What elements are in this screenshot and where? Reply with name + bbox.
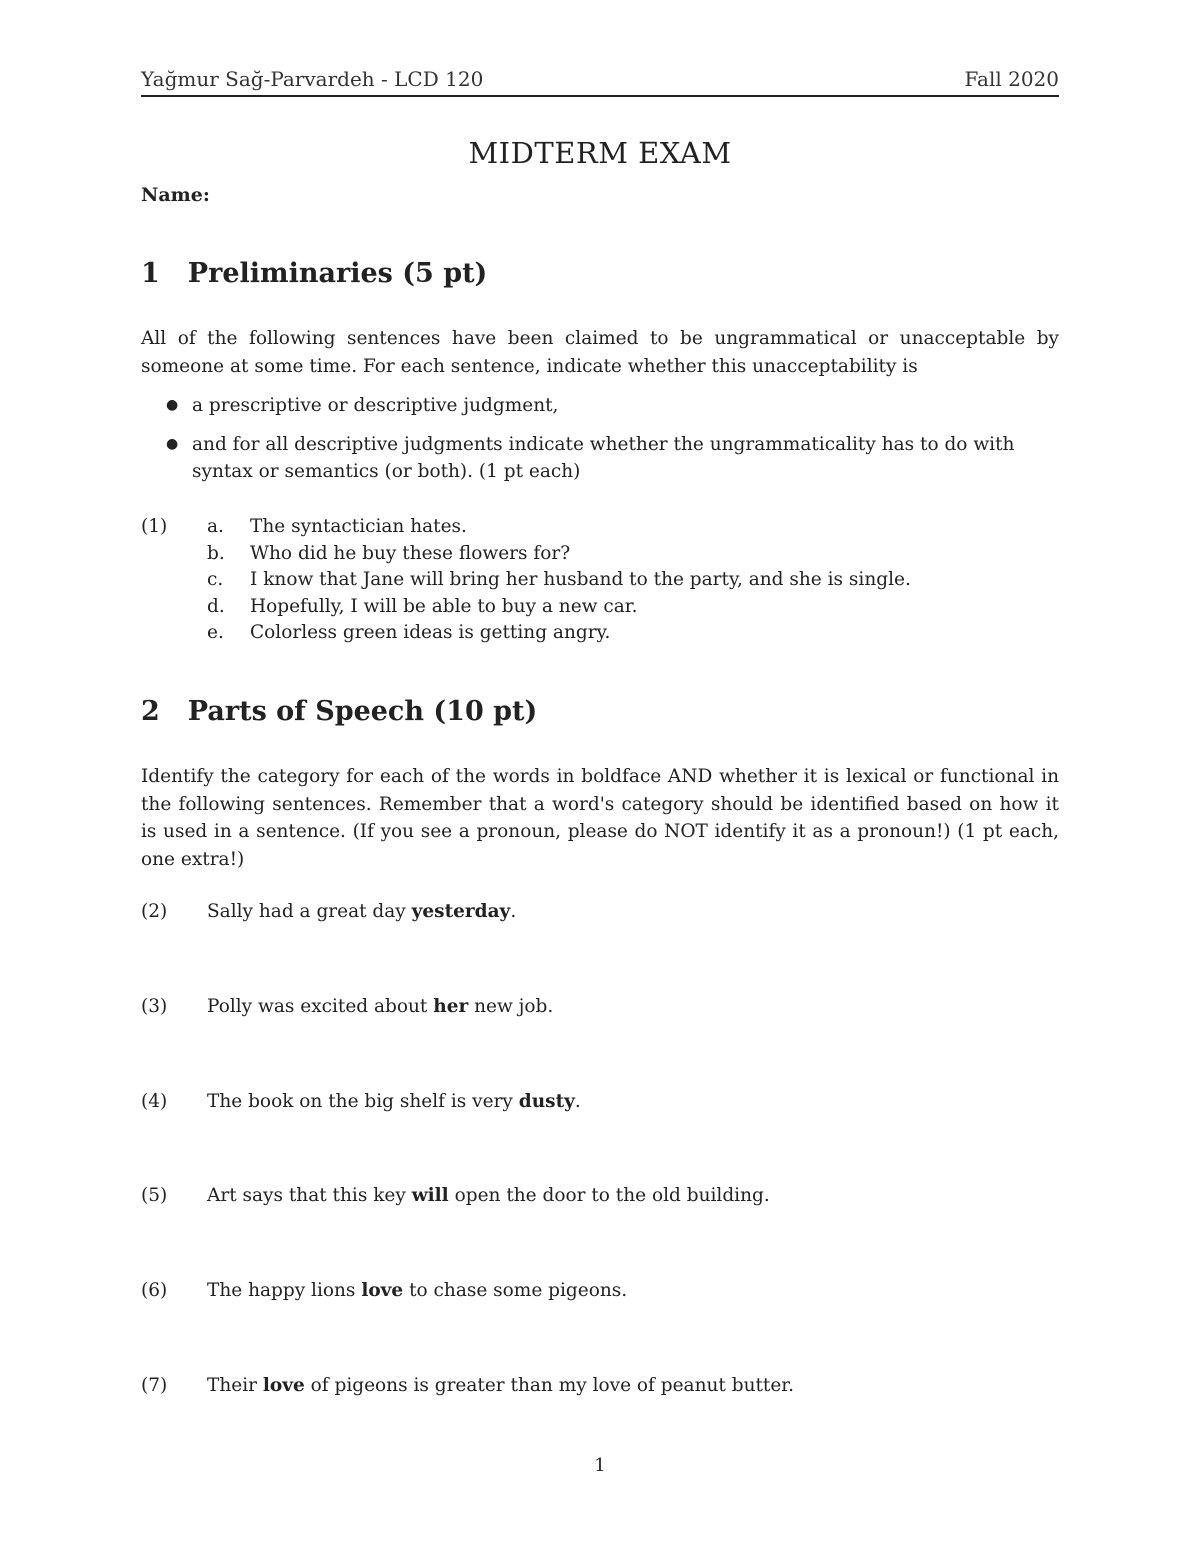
example-1-list (141, 514, 911, 647)
example-letter: b. (207, 542, 225, 564)
question-sentence: Sally had a great day yesterday. (207, 901, 517, 922)
page-number: 1 (594, 1455, 606, 1476)
header-course-author: Yağmur Sağ-Parvardeh - LCD 120 (141, 67, 484, 91)
example-row (141, 567, 911, 594)
question-sentence: Their love of pigeons is greater than my love of peanut butter. (207, 1375, 794, 1396)
section-1-title: Preliminaries (5 pt) (187, 258, 488, 289)
pos-question-6 (141, 1277, 627, 1304)
target-word: love (361, 1280, 404, 1301)
question-number: (2) (141, 901, 168, 922)
section-1-intro: All of the following sentences have been claimed to be ungrammatical or unacceptable by someone at some time. For each sentence, indicate whether this unacceptability is (141, 328, 1059, 377)
section-2-number: 2 (141, 696, 160, 727)
name-label: Name: (141, 184, 210, 206)
pos-question-4 (141, 1088, 581, 1115)
example-row (141, 514, 911, 541)
target-word: will (411, 1185, 449, 1206)
bullet-icon: ● (166, 397, 179, 413)
question-number: (4) (141, 1091, 168, 1112)
bullet-item (166, 431, 1059, 485)
page-title: MIDTERM EXAM (468, 136, 732, 170)
running-header (141, 67, 1059, 91)
pos-question-3 (141, 993, 553, 1020)
section-1-bullet-list (166, 392, 1059, 497)
question-sentence: Art says that this key will open the door to the old building. (207, 1185, 770, 1206)
example-letter: c. (207, 569, 224, 591)
section-1-number: 1 (141, 258, 160, 289)
section-2-heading (141, 696, 537, 727)
question-number: (3) (141, 996, 168, 1017)
example-letter: a. (207, 516, 224, 537)
example-letter: d. (207, 595, 225, 617)
pos-question-2 (141, 898, 516, 925)
question-sentence: The happy lions love to chase some pigeons. (207, 1280, 628, 1301)
example-row (141, 620, 911, 647)
example-number: (1) (141, 516, 168, 537)
header-term: Fall 2020 (964, 67, 1059, 91)
target-word: dusty (518, 1091, 575, 1112)
target-word: yesterday (411, 901, 511, 922)
question-number: (6) (141, 1280, 168, 1301)
question-sentence: The book on the big shelf is very dusty. (207, 1091, 581, 1112)
question-number: (5) (141, 1185, 168, 1206)
bullet-item (166, 392, 1059, 419)
example-sentence: The syntactician hates. (250, 516, 467, 537)
bullet-icon: ● (166, 436, 179, 452)
section-2-title: Parts of Speech (10 pt) (187, 696, 538, 727)
section-2-intro: Identify the category for each of the words in boldface AND whether it is lexical or functional in the following sentences. Remember that a word's category should be identified based on how it is used in a sentence. (If you see a pronoun, please do NOT identify it as a pronoun!) (1 pt each, one extra!) (141, 766, 1059, 870)
pos-question-5 (141, 1182, 770, 1209)
example-sentence: I know that Jane will bring her husband to the party, and she is single. (250, 569, 911, 591)
bullet-text: and for all descriptive judgments indicate whether the ungrammaticality has to do with syntax or semantics (or both). (1 pt each) (192, 434, 1015, 482)
section-1-heading (141, 258, 487, 289)
example-row (141, 594, 911, 621)
example-sentence: Hopefully, I will be able to buy a new car. (250, 595, 638, 617)
example-sentence: Colorless green ideas is getting angry. (250, 622, 611, 644)
bullet-text: a prescriptive or descriptive judgment, (192, 395, 559, 416)
pos-question-7 (141, 1372, 794, 1399)
target-word: her (433, 996, 469, 1017)
example-sentence: Who did he buy these flowers for? (250, 542, 571, 564)
question-sentence: Polly was excited about her new job. (207, 996, 554, 1017)
target-word: love (262, 1375, 305, 1396)
header-rule (141, 95, 1059, 97)
example-letter: e. (207, 622, 224, 644)
question-number: (7) (141, 1375, 168, 1396)
example-row (141, 541, 911, 568)
